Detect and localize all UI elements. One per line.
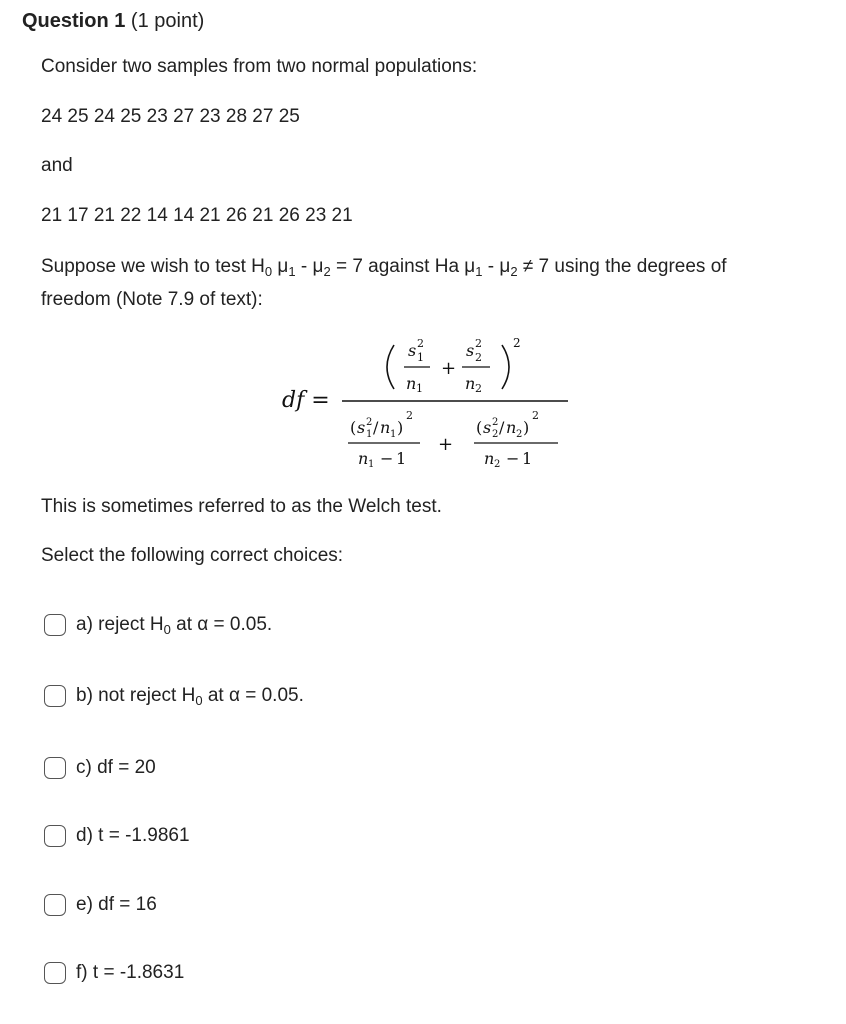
den-n-sub: 1 <box>390 429 397 440</box>
option-b[interactable] <box>44 685 304 707</box>
intro-text: Consider two samples from two normal populations: <box>41 56 478 77</box>
num-s: s <box>408 341 417 360</box>
den2-exp: 2 <box>532 409 539 422</box>
sample-2: 21 17 21 22 14 14 21 26 21 26 23 21 <box>41 205 353 226</box>
den-exp: 2 <box>406 409 413 422</box>
hyp-sub: 2 <box>510 264 518 279</box>
hypothesis-text-line2: freedom (Note 7.9 of text): <box>41 289 263 310</box>
num-n: n <box>406 374 417 393</box>
checkbox-a[interactable] <box>44 614 66 636</box>
checkbox-e[interactable] <box>44 894 66 916</box>
num-n2-sub: 2 <box>475 382 482 395</box>
checkbox-c[interactable] <box>44 757 66 779</box>
den2-n-sub: 2 <box>516 429 523 440</box>
hyp-part: - μ <box>482 256 511 277</box>
den-slash: / <box>373 418 379 437</box>
den-s: s <box>357 418 366 437</box>
num-n-sub: 1 <box>416 382 423 395</box>
hyp-part: - μ <box>295 256 324 277</box>
hypothesis-text <box>41 250 727 284</box>
option-c-label: c) df = 20 <box>76 757 156 778</box>
option-a-label: a) reject $H_0$ at α = 0.05. <box>76 614 273 637</box>
den-n-bottom-sub: 1 <box>368 459 375 470</box>
num-s2: s <box>466 341 475 360</box>
checkbox-d[interactable] <box>44 825 66 847</box>
outer-exp: 2 <box>513 336 521 350</box>
den-n-bottom: n <box>358 449 369 468</box>
num-sq: 2 <box>417 337 424 350</box>
den2-paren-close: ) <box>523 418 530 437</box>
welch-df-formula <box>270 325 580 475</box>
hyp-part: Suppose we wish to test H <box>41 256 265 277</box>
num-sub: 1 <box>417 351 424 364</box>
den-paren-open: ( <box>350 418 357 437</box>
hyp-part: ≠ 7 using the degrees of <box>517 256 727 277</box>
option-e[interactable] <box>44 894 157 916</box>
den2-sub: 2 <box>492 429 499 440</box>
left-paren <box>387 345 394 389</box>
option-d-label: d) t = -1.9861 <box>76 825 190 846</box>
den-sq: 2 <box>366 417 373 428</box>
den-minus: − <box>380 449 394 468</box>
question-title <box>22 10 204 33</box>
den2-n: n <box>506 418 517 437</box>
den-plus: + <box>438 434 454 455</box>
option-b-label: b) not reject $H_0$ at α = 0.05. <box>76 685 304 708</box>
den2-n-bottom: n <box>484 449 495 468</box>
option-e-label: e) df = 16 <box>76 894 157 915</box>
den2-one: 1 <box>522 449 533 468</box>
num-sub2: 2 <box>475 351 482 364</box>
den2-sq: 2 <box>492 417 499 428</box>
and-text: and <box>41 155 73 176</box>
hyp-part: μ <box>272 256 289 277</box>
checkbox-b[interactable] <box>44 685 66 707</box>
num-sq2: 2 <box>475 337 482 350</box>
question-points: (1 point) <box>130 10 205 32</box>
den-one: 1 <box>396 449 407 468</box>
den-sub: 1 <box>366 429 373 440</box>
hyp-sub: 2 <box>323 264 331 279</box>
hyp-sub: 1 <box>475 264 483 279</box>
den2-minus: − <box>506 449 520 468</box>
num-plus: + <box>441 358 457 379</box>
checkbox-f[interactable] <box>44 962 66 984</box>
option-f[interactable] <box>44 962 184 984</box>
hyp-sub: 0 <box>264 264 273 279</box>
right-paren <box>502 345 509 389</box>
option-f-label: f) t = -1.8631 <box>76 962 185 983</box>
hyp-part: = 7 against Ha μ <box>330 256 476 277</box>
sample-1: 24 25 24 25 23 27 23 28 27 25 <box>41 106 300 127</box>
den2-paren-open: ( <box>476 418 483 437</box>
question-number: Question 1 <box>22 10 126 32</box>
select-text: Select the following correct choices: <box>41 545 344 566</box>
welch-text: This is sometimes referred to as the Welch test. <box>41 496 442 517</box>
formula-lhs: df = <box>282 388 330 413</box>
option-c[interactable] <box>44 757 156 779</box>
den2-slash: / <box>499 418 505 437</box>
den-paren-close: ) <box>397 418 404 437</box>
num-n2: n <box>465 374 476 393</box>
option-d[interactable] <box>44 825 190 847</box>
den2-n-bottom-sub: 2 <box>494 459 501 470</box>
hyp-sub: 1 <box>288 264 296 279</box>
den2-s: s <box>483 418 492 437</box>
option-a[interactable] <box>44 614 272 636</box>
den-n: n <box>380 418 391 437</box>
